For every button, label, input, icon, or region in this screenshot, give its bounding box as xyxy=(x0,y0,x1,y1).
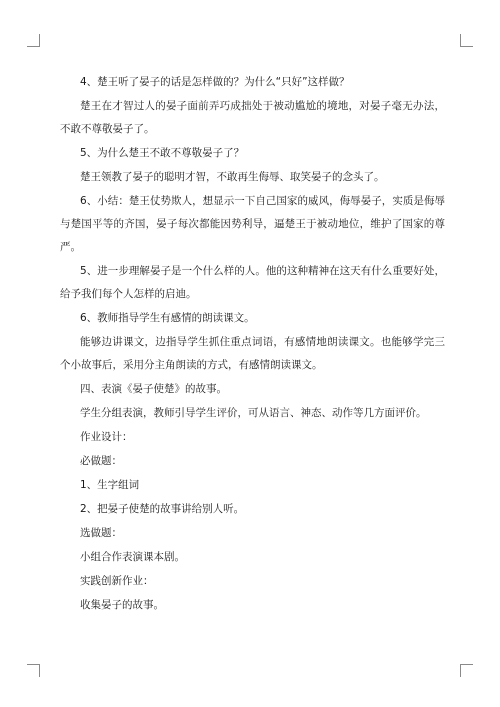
question-4: 4、楚王听了晏子的话是怎样做的？为什么“只好”这样做？ xyxy=(80,76,350,88)
required-item-2: 2、把晏子使楚的故事讲给别人听。 xyxy=(80,503,245,515)
question-5: 5、为什么楚王不敢不尊敬晏子了？ xyxy=(80,147,245,159)
required-heading: 必做题： xyxy=(80,455,122,467)
optional-item: 小组合作表演课本剧。 xyxy=(80,551,185,563)
summary-paragraph: 6、小结：楚王仗势欺人，想显示一下自己国家的威风，侮辱晏子，实质是侮辱与楚国平等的齐国，晏子每次都能因势利导，逼楚王于被动地位，维护了国家的尊严。 xyxy=(60,195,445,253)
required-item-1: 1、生字组词 xyxy=(80,479,140,491)
practice-item: 收集晏子的故事。 xyxy=(80,599,164,611)
crop-mark-top-left xyxy=(27,34,40,47)
performance-paragraph: 学生分组表演，教师引导学生评价，可从语言、神态、动作等几方面评价。 xyxy=(80,407,427,419)
answer-4: 楚王在才智过人的晏子面前弄巧成拙处于被动尴尬的境地，对晏子毫无办法，不敢不尊敬晏子了。 xyxy=(60,100,445,135)
crop-mark-bottom-right xyxy=(460,664,473,677)
homework-heading: 作业设计： xyxy=(80,431,133,443)
optional-heading: 选做题： xyxy=(80,527,122,539)
step-6-heading: 6、教师指导学生有感情的朗读课文。 xyxy=(80,312,255,324)
crop-mark-bottom-left xyxy=(27,664,40,677)
answer-5: 楚王领教了晏子的聪明才智，不敢再生侮辱、取笑晏子的念头了。 xyxy=(80,171,385,183)
crop-mark-top-right xyxy=(460,34,473,47)
document-body xyxy=(60,71,445,617)
section-4-heading: 四、表演《晏子使楚》的故事。 xyxy=(80,383,227,395)
reading-guidance-paragraph: 能够边讲课文，边指导学生抓住重点词语，有感情地朗读课文。也能够学完三个小故事后，采用分主角朗读的方式，有感情朗读课文。 xyxy=(60,336,445,371)
practice-heading: 实践创新作业： xyxy=(80,575,154,587)
step-5-paragraph: 5、进一步理解晏子是一个什么样的人。他的这种精神在这天有什么重要好处，给予我们每个人怎样的启迪。 xyxy=(60,265,445,300)
